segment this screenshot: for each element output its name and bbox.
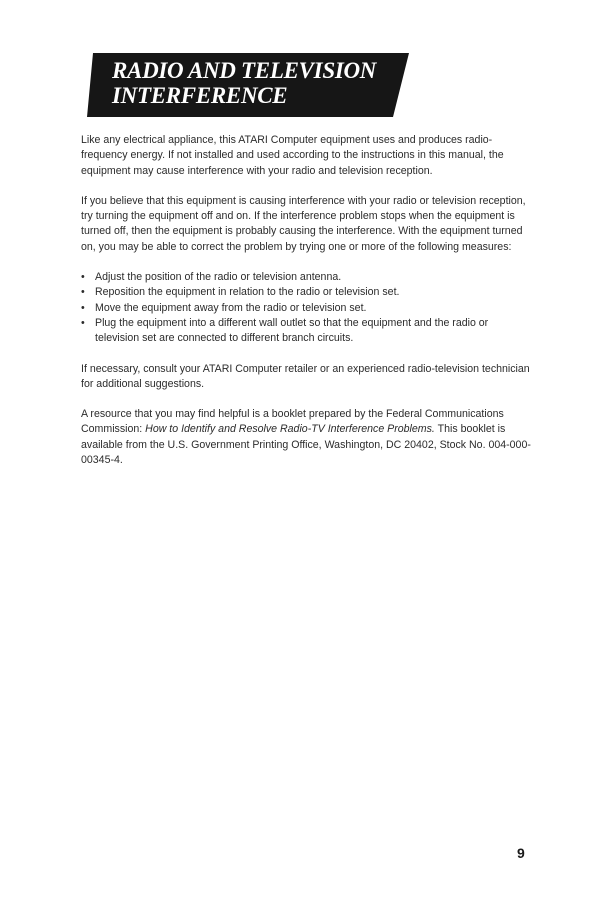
bullet-icon: • [81, 316, 85, 329]
page-title-line-1: RADIO AND TELEVISION [112, 58, 377, 83]
troubleshooting-paragraph: If you believe that this equipment is causing interference with your radio or television reception, try turning the equipment off and on. If the interference problem stops when the equipment is turned off, then the equipment is probably causing the interference. With the equipment turned on, you may be able to correct the problem by trying one or more of the following measures: [81, 194, 526, 253]
list-item-text: Move the equipment away from the radio or television set. [95, 301, 367, 314]
list-item [81, 301, 531, 316]
intro-paragraph: Like any electrical appliance, this ATARI Computer equipment uses and produces radio-frequency energy. If not installed and used according to the instructions in this manual, the equipment may cause interference with your radio and television reception. [81, 134, 504, 177]
list-item-text: Adjust the position of the radio or television antenna. [95, 271, 342, 284]
page-title [112, 58, 402, 108]
list-item [81, 285, 531, 300]
bullet-icon: • [81, 301, 85, 314]
resource-text-details: This booklet is available from the U.S. Government Printing Office, Washington, DC 20402, Stock No. 004-000-00345-4. [81, 423, 531, 467]
list-item-text: Plug the equipment into a different wall outlet so that the equipment and the radio or television set are connected to different branch circuits. [95, 316, 489, 345]
consult-paragraph: If necessary, consult your ATARI Computer retailer or an experienced radio-television technician for additional suggestions. [81, 362, 530, 390]
list-item [81, 316, 531, 347]
measures-list [81, 270, 531, 346]
resource-paragraph [81, 407, 531, 468]
list-item [81, 270, 531, 285]
page-title-line-2: INTERFERENCE [112, 83, 288, 108]
list-item-text: Reposition the equipment in relation to the radio or television set. [95, 286, 400, 299]
booklet-title: How to Identify and Resolve Radio-TV Interference Problems. [145, 423, 435, 436]
bullet-icon: • [81, 271, 85, 284]
page-number: 9 [517, 845, 525, 861]
resource-text-intro: A resource that you may find helpful is a booklet prepared by the Federal Communications Commission: [81, 408, 504, 436]
body-text [81, 133, 531, 483]
bullet-icon: • [81, 286, 85, 299]
